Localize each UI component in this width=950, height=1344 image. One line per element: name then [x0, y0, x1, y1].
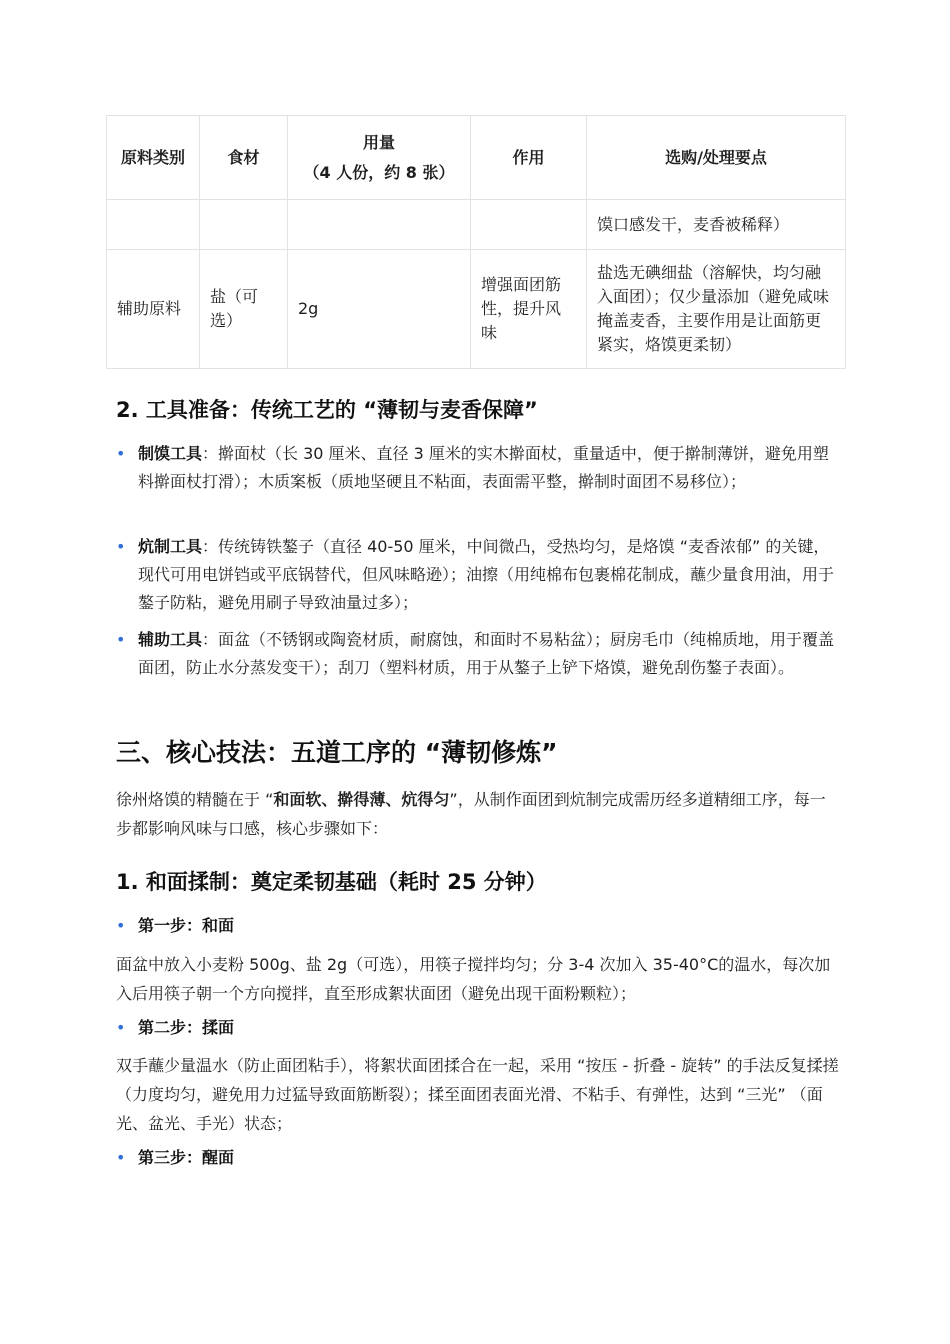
- table-header-cell: 原料类别: [107, 116, 200, 200]
- list-item: [116, 533, 840, 617]
- table-cell: [471, 200, 587, 250]
- bullet-dot-icon: •: [116, 444, 126, 463]
- table-cell: 盐（可选）: [200, 250, 288, 369]
- table-header-cell: 用量 （4 人份，约 8 张）: [288, 116, 471, 200]
- list-item-text: ：擀面杖（长 30 厘米、直径 3 厘米的实木擀面杖，重量适中，便于擀制薄饼，避免用塑料擀面杖打滑）；木质案板（质地坚硬且不粘面，表面需平整，擀制时面团不易移位）；: [138, 444, 829, 491]
- table-header-cell: 作用: [471, 116, 587, 200]
- section-heading-core: 三、核心技法：五道工序的 “薄韧修炼”: [116, 738, 558, 767]
- table-row: [107, 250, 846, 369]
- table-cell: 辅助原料: [107, 250, 200, 369]
- list-item: [116, 1144, 840, 1172]
- section-heading-knead: 1. 和面揉制：奠定柔韧基础（耗时 25 分钟）: [116, 870, 547, 894]
- bullet-dot-icon: •: [116, 630, 126, 649]
- list-item-text: ：面盆（不锈钢或陶瓷材质，耐腐蚀，和面时不易粘盆）；厨房毛巾（纯棉质地，用于覆盖面团，防止水分蒸发变干）；刮刀（塑料材质，用于从鏊子上铲下烙馍，避免刮伤鏊子表面）。: [138, 630, 835, 677]
- list-item-text: ：传统铸铁鏊子（直径 40-50 厘米，中间微凸，受热均匀，是烙馍 “麦香浓郁” 的关键，现代可用电饼铛或平底锅替代，但风味略逊）；油擦（用纯棉布包裹棉花制成，蘸少量食用油，用于鏊子防粘，避免用刷子导致油量过多）；: [138, 537, 835, 612]
- list-item: [116, 626, 840, 682]
- intro-text-post: ”，从制作面团到炕制完成需历经多道精细工序，每一步都影响风味与口感，核心步骤如下：: [116, 790, 826, 838]
- table-cell: 增强面团筋性，提升风味: [471, 250, 587, 369]
- table-row: [107, 200, 846, 250]
- list-item-label: 辅助工具: [138, 630, 203, 649]
- table-cell: 盐选无碘细盐（溶解快，均匀融入面团）；仅少量添加（避免咸味掩盖麦香，主要作用是让面筋更紧实，烙馍更柔韧）: [587, 250, 846, 369]
- table-header-cell: 选购/处理要点: [587, 116, 846, 200]
- list-item-label: 制馍工具: [138, 444, 203, 463]
- table-cell: [107, 200, 200, 250]
- table-header-row: [107, 116, 846, 200]
- table-header-cell: 食材: [200, 116, 288, 200]
- list-item-label: 炕制工具: [138, 537, 203, 556]
- bullet-dot-icon: •: [116, 537, 126, 556]
- step-label: 第二步：揉面: [138, 1018, 235, 1037]
- step-label: 第一步：和面: [138, 916, 235, 935]
- step-paragraph: 面盆中放入小麦粉 500g、盐 2g（可选），用筷子搅拌均匀；分 3-4 次加入 35-40°C的温水，每次加入后用筷子朝一个方向搅拌，直至形成絮状面团（避免出现干面粉颗粒）；: [116, 955, 831, 1003]
- bullet-dot-icon: •: [116, 1018, 126, 1037]
- table-cell: 2g: [288, 250, 471, 369]
- table-cell: [288, 200, 471, 250]
- bullet-dot-icon: •: [116, 1148, 126, 1167]
- step-label: 第三步：醒面: [138, 1148, 235, 1167]
- list-item: [116, 1014, 840, 1042]
- step-paragraph: 双手蘸少量温水（防止面团粘手），将絮状面团揉合在一起，采用 “按压 - 折叠 - 旋转” 的手法反复揉搓（力度均匀，避免用力过猛导致面筋断裂）；揉至面团表面光滑、不粘手、有弹性，达到 “三光” （面光、盆光、手光）状态；: [116, 1056, 839, 1133]
- table-cell: [200, 200, 288, 250]
- table-cell: 馍口感发干，麦香被稀释）: [587, 200, 846, 250]
- list-item: [116, 440, 840, 496]
- list-item: [116, 912, 840, 940]
- intro-paragraph: [116, 785, 840, 843]
- ingredients-table: [106, 115, 846, 369]
- intro-text-bold: 和面软、擀得薄、炕得匀: [273, 790, 450, 809]
- intro-text-pre: 徐州烙馍的精髓在于 “: [116, 790, 274, 809]
- bullet-dot-icon: •: [116, 916, 126, 935]
- section-heading-tools: 2. 工具准备：传统工艺的 “薄韧与麦香保障”: [116, 398, 538, 422]
